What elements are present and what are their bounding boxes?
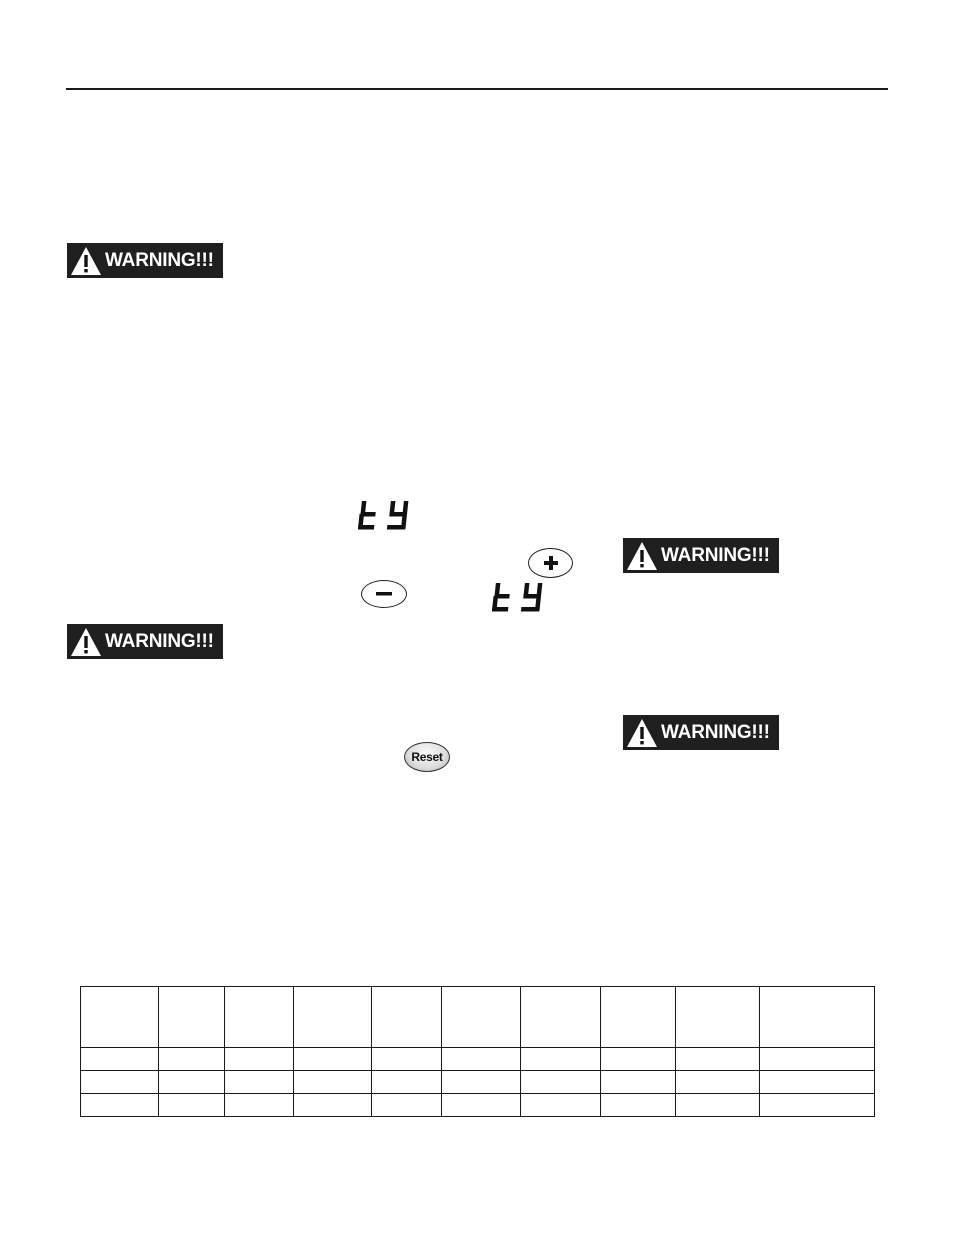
table-header-row xyxy=(81,987,875,1048)
table-cell xyxy=(225,1048,294,1071)
warning-label: WARNING!!! xyxy=(661,544,770,566)
table-header-cell xyxy=(294,987,372,1048)
table-cell xyxy=(81,1094,159,1117)
table-header-cell xyxy=(225,987,294,1048)
table-cell xyxy=(760,1094,875,1117)
table-row xyxy=(81,1071,875,1094)
table-cell xyxy=(676,1048,760,1071)
table-cell xyxy=(159,1094,225,1117)
table-cell xyxy=(521,1071,601,1094)
warning-badge xyxy=(623,538,779,573)
table-header-cell xyxy=(81,987,159,1048)
table-cell xyxy=(372,1071,442,1094)
table-cell xyxy=(294,1071,372,1094)
warning-triangle-icon xyxy=(625,540,659,572)
minus-icon xyxy=(375,591,393,597)
table-header-cell xyxy=(676,987,760,1048)
table-cell xyxy=(294,1094,372,1117)
table-cell xyxy=(760,1071,875,1094)
table-header-cell xyxy=(601,987,676,1048)
table-cell xyxy=(294,1048,372,1071)
warning-triangle-icon xyxy=(69,245,103,277)
table-cell xyxy=(81,1071,159,1094)
display-code-ty xyxy=(492,582,544,614)
table-cell xyxy=(225,1071,294,1094)
minus-button[interactable] xyxy=(361,580,407,608)
table-cell xyxy=(601,1048,676,1071)
warning-badge xyxy=(67,624,223,659)
table-cell xyxy=(442,1071,521,1094)
table-cell xyxy=(442,1048,521,1071)
table-cell xyxy=(521,1094,601,1117)
plus-icon xyxy=(543,555,559,571)
table-header-cell xyxy=(442,987,521,1048)
warning-label: WARNING!!! xyxy=(105,630,214,652)
warning-label: WARNING!!! xyxy=(105,249,214,271)
reset-button[interactable] xyxy=(404,742,450,772)
table-cell xyxy=(601,1071,676,1094)
table-cell xyxy=(601,1094,676,1117)
table-cell xyxy=(225,1094,294,1117)
table-cell xyxy=(372,1048,442,1071)
table-header-cell xyxy=(760,987,875,1048)
table-header-cell xyxy=(159,987,225,1048)
warning-label: WARNING!!! xyxy=(661,721,770,743)
warning-triangle-icon xyxy=(69,626,103,658)
table-cell xyxy=(81,1048,159,1071)
table-header-cell xyxy=(521,987,601,1048)
display-code-ty xyxy=(358,500,410,532)
data-table xyxy=(80,986,875,1117)
table-row xyxy=(81,1048,875,1071)
table-cell xyxy=(676,1071,760,1094)
table-header-cell xyxy=(372,987,442,1048)
table-cell xyxy=(442,1094,521,1117)
table-row xyxy=(81,1094,875,1117)
header-rule xyxy=(66,88,888,90)
table-cell xyxy=(159,1048,225,1071)
warning-badge xyxy=(623,715,779,750)
table-cell xyxy=(159,1071,225,1094)
reset-button-label: Reset xyxy=(411,750,443,764)
warning-badge xyxy=(67,243,223,278)
table-cell xyxy=(760,1048,875,1071)
table-cell xyxy=(372,1094,442,1117)
plus-button[interactable] xyxy=(528,548,573,578)
warning-triangle-icon xyxy=(625,717,659,749)
table-cell xyxy=(521,1048,601,1071)
table-cell xyxy=(676,1094,760,1117)
